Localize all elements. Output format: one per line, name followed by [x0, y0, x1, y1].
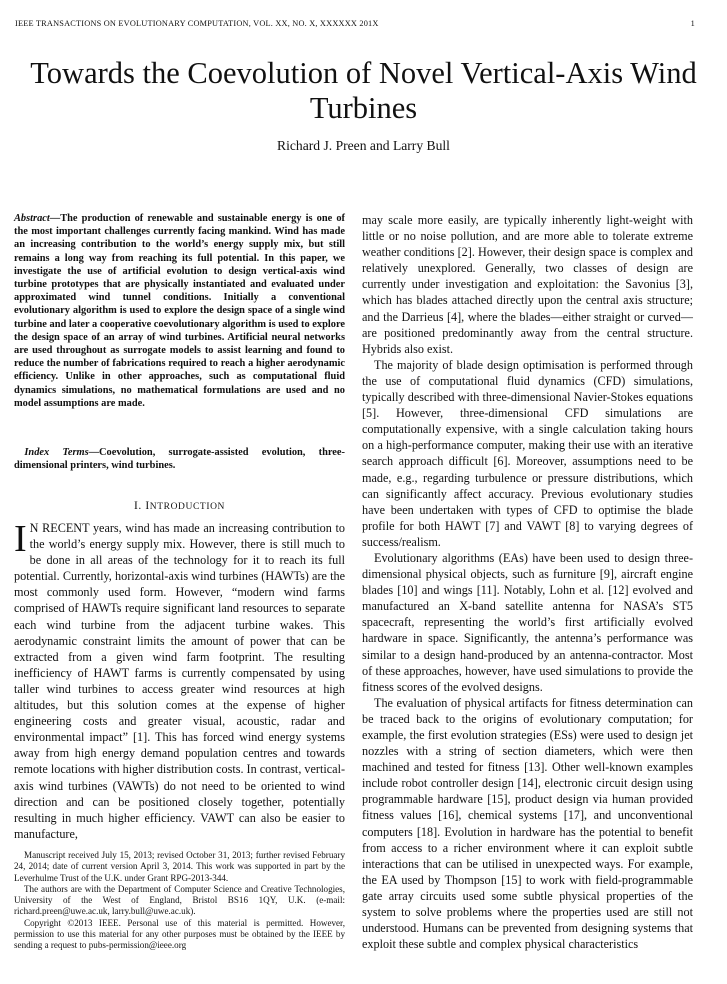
paragraph: The evaluation of physical artifacts for fitness determination can be traced back to the origins of evolutionary computation; for example, the first evolution strategies (ESs) were used to design jet nozzles with a string of section diameters, which were then machined and tested for fitness [13]. Other well-known examples include robot controller design [14], electronic circuit design using programmable hardware [15], product design via human provided fitness values [16], chemical systems [17], and unconventional computers [18]. Evolution in hardware has the potential to benefit from access to a richer environment where it can exploit subtle interactions that can be utilised in unexpected ways. For example, the EA used by Thompson [15] to work with field-programmable gate array circuits used some subtle physical properties of the system to solve problems where the properties used are still not understood. Humans can be prevented from designing systems that exploit these subtle and complex physical characteristics [362, 695, 693, 952]
abstract [14, 212, 345, 410]
intro-paragraph [14, 520, 345, 842]
paragraph: The majority of blade design optimisation is performed through the use of computational fluid dynamics (CFD) simulations, typically described with three-dimensional Navier-Stokes equations [5]. However, three-dimensional CFD simulations are computationally expensive, with a single calculation taking hours on a high-performance computer, making their use with an iterative search approach difficult [6]. Moreover, assumptions need to be made, e.g., regarding turbulence or pressure distributions, which can significantly affect accuracy. Previous evolutionary studies have been undertaken with types of CFD to optimise the blade profile for both HAWT [7] and VAWT [8] to varying degrees of success/realism. [362, 357, 693, 549]
section-title-rest: NTRODUCTION [149, 502, 226, 512]
footnotes [14, 850, 345, 952]
abstract-text: —The production of renewable and sustainable energy is one of the most important challenges currently facing mankind. Wind has made an increasing contribution to the world’s energy supply mix, but still remains a long way from reaching its full potential. In this paper, we investigate the use of artificial evolution to design vertical-axis wind turbine prototypes that are physically instantiated and evaluated under approximated wind tunnel conditions. Initially a conventional evolutionary algorithm is used to explore the design space of a single wind turbine and later a cooperative coevolutionary algorithm is used to explore the design space of an array of wind turbines. Artificial neural networks are used throughout as surrogate models to assist learning and found to reduce the number of fabrications required to reach a higher aerodynamic efficiency. Unlike in other approaches, such as computational fluid dynamics simulations, no mathematical formulations are used and no model assumptions are made. [14, 213, 345, 409]
drop-cap: I [14, 518, 27, 560]
index-terms-lead: Index Terms [24, 447, 89, 458]
paragraph: Evolutionary algorithms (EAs) have been used to design three-dimensional physical objects, such as furniture [9], aircraft engine blades [10] and wings [11]. Notably, Lohn et al. [12] evolved and manufactured an X-band satellite antenna for NASA’s ST5 spacecraft, representing the world’s first artificially evolved hardware in space. Significantly, the antenna’s performance was similar to a design hand-produced by an antenna-contractor. Most of these approaches, however, have used simulations to provide the fitness scores of the evolved designs. [362, 550, 693, 694]
running-header [15, 19, 695, 28]
section-heading [14, 500, 345, 512]
footnote-manuscript: Manuscript received July 15, 2013; revised October 31, 2013; further revised February 24, 2014; date of current version April 3, 2014. This work was supported in part by the Leverhulme Trust of the U.K. under Grant RPG-2013-344. [14, 850, 345, 883]
journal-header: IEEE TRANSACTIONS ON EVOLUTIONARY COMPUTATION, VOL. XX, NO. X, XXXXXX 201X [15, 19, 379, 28]
intro-text: N RECENT years, wind has made an increasing contribution to the world’s energy supply mix. However, there is still much to be done in all areas of the technology for it to reach its full potential. Currently, horizontal-axis wind turbines (HAWTs) are the most commonly used form. However, “modern wind farms comprised of HAWTs require significant land resources to separate each wind turbine from the adjacent turbine wakes. This aerodynamic constraint limits the amount of power that can be extracted from a given wind farm footprint. The resulting inefficiency of HAWT farms is currently compensated by using taller wind turbines to access greater wind resources at high altitudes, but this solution comes at the expense of higher engineering costs and greater visual, acoustic, radar and environmental impact” [1]. This has forced wind energy systems away from high energy demand population centres and towards remote locations with higher distribution costs. In contrast, vertical-axis wind turbines (VAWTs) do not need to be oriented to wind direction and can be positioned closely together, potentially resulting in much higher efficiency. VAWT can also be easier to manufacture, [14, 521, 346, 841]
authors: Richard J. Preen and Larry Bull [277, 138, 450, 153]
paragraph: may scale more easily, are typically inherently light-weight with little or no noise pollution, and are more able to tolerate extreme weather conditions [2]. However, their design space is complex and relatively unexplored. Generally, two classes of design are currently under investigation and exploitation: the Savonius [3], which has blades attached directly upon the central axis structure; and the Darrieus [4], where the blades—either straight or curved—are positioned predominantly away from the central structure. Hybrids also exist. [362, 213, 693, 356]
footnote-affiliation: The authors are with the Department of Computer Science and Creative Technologies, University of the West of England, Bristol BS16 1QY, U.K. (e-mail: richard.preen@uwe.ac.uk, larry.bull@uwe.ac.uk). [14, 883, 345, 917]
abstract-lead: Abstract [14, 213, 50, 224]
right-column [362, 212, 693, 952]
index-terms [14, 446, 345, 472]
footnote-copyright: Copyright ©2013 IEEE. Personal use of this material is permitted. However, permission to use this material for any other purposes must be obtained by the IEEE by sending a request to pubs-permission@ieee.org [14, 917, 345, 951]
paper-title: Towards the Coevolution of Novel Vertical-Axis Wind Turbines [30, 56, 697, 125]
index-terms-text: —Coevolution, surrogate-assisted evolution, three-dimensional printers, wind turbines. [14, 447, 345, 472]
section-numeral: I. [133, 500, 146, 512]
page-number: 1 [690, 19, 695, 28]
section-first-letter: I [145, 500, 150, 512]
